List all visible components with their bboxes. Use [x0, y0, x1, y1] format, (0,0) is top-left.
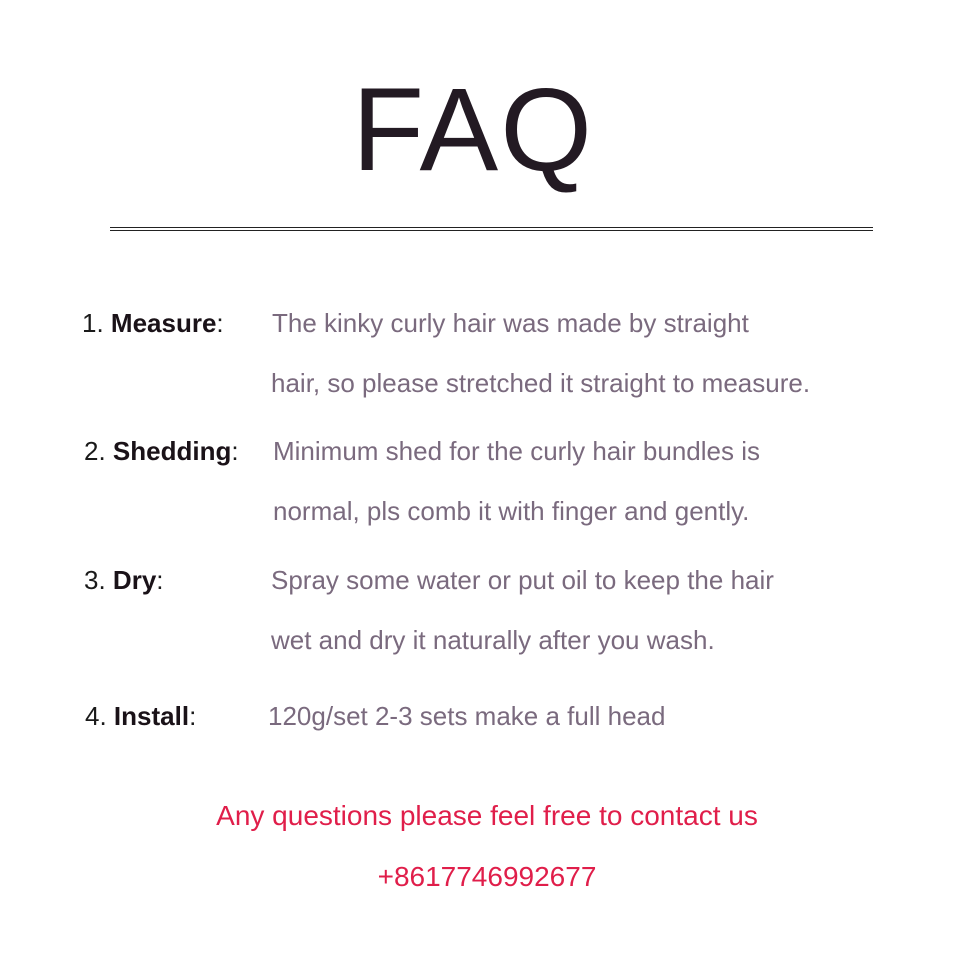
item-answer-line: 120g/set 2-3 sets make a full head — [268, 701, 666, 731]
item-answer-line: wet and dry it naturally after you wash. — [271, 625, 715, 655]
item-number: 1. — [82, 308, 104, 338]
item-term: Shedding — [112, 436, 232, 466]
item-number: 4. — [85, 701, 107, 731]
item-separator: : — [156, 565, 164, 595]
faq-item-dry — [84, 565, 164, 595]
faq-item-install — [85, 701, 196, 731]
contact-message: Any questions please feel free to contact us — [216, 800, 758, 831]
item-separator: : — [231, 436, 239, 466]
item-separator: : — [189, 701, 197, 731]
title-divider — [110, 227, 873, 231]
item-number: 3. — [84, 565, 106, 595]
faq-item-shedding — [84, 436, 239, 466]
item-answer-line: hair, so please stretched it straight to measure. — [271, 368, 811, 398]
faq-item-measure — [82, 308, 224, 338]
item-answer-line: Spray some water or put oil to keep the hair — [271, 565, 774, 595]
item-number: 2. — [84, 436, 106, 466]
item-answer-line: Minimum shed for the curly hair bundles is — [273, 436, 760, 466]
contact-phone: +8617746992677 — [377, 861, 597, 892]
item-answer-line: The kinky curly hair was made by straight — [272, 308, 749, 338]
item-answer-line: normal, pls comb it with finger and gently. — [273, 496, 750, 526]
item-term: Install — [113, 701, 190, 731]
page-title: FAQ — [351, 64, 595, 196]
item-term: Measure — [110, 308, 217, 338]
item-separator: : — [216, 308, 224, 338]
item-term: Dry — [112, 565, 157, 595]
